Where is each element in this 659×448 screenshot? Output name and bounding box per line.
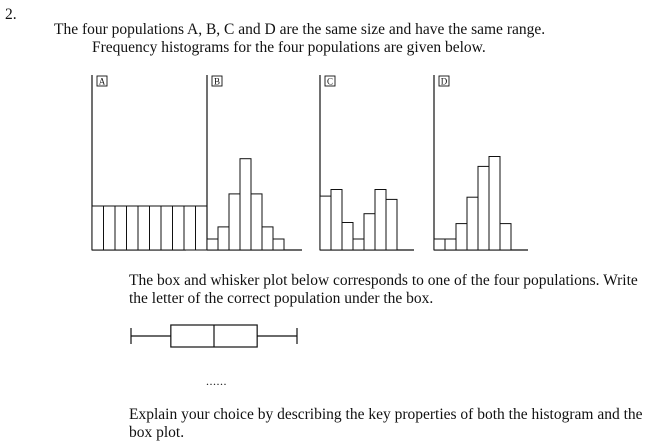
histogram-c-bar-4 (353, 239, 364, 250)
histogram-a-bar-2 (104, 206, 116, 250)
boxplot-instruction-line-2: the letter of the correct population under the box. (129, 290, 434, 307)
explain-line-2: box plot. (129, 424, 185, 441)
histogram-d-bar-7 (500, 224, 511, 250)
histogram-b-bar-2 (218, 227, 229, 250)
histogram-d-bar-6 (489, 157, 500, 251)
histogram-c-bar-7 (386, 199, 397, 250)
histogram-d-bar-2 (445, 239, 456, 250)
boxplot-instruction-line-1: The box and whisker plot below corresponds to one of the four populations. Write (129, 272, 638, 289)
histogram-b-bar-7 (273, 239, 284, 250)
histogram-d-bar-5 (478, 166, 489, 250)
histogram-a-bar-4 (127, 206, 139, 250)
answer-blank[interactable]: ...... (206, 374, 227, 388)
explain-line-1: Explain your choice by describing the key properties of both the histogram and the (129, 406, 643, 423)
histogram-d-bar-3 (456, 224, 467, 250)
histogram-a-bar-7 (161, 206, 173, 250)
histogram-a-bar-5 (138, 206, 150, 250)
histogram-a-bar-9 (184, 206, 196, 250)
question-number: 2. (5, 6, 17, 23)
histogram-a-bar-10 (196, 206, 208, 250)
histogram-a-bar-8 (173, 206, 185, 250)
histogram-b-label: B (213, 76, 221, 87)
histogram-a-label: A (98, 76, 106, 87)
histogram-c-bar-6 (375, 190, 386, 251)
histogram-c-bar-1 (320, 196, 331, 250)
intro-line-2: Frequency histograms for the four populations are given below. (92, 39, 486, 56)
histogram-b-bar-6 (262, 227, 273, 250)
histogram-b-bar-1 (207, 239, 218, 250)
histogram-b-bar-3 (229, 194, 240, 250)
histogram-a-bar-6 (150, 206, 162, 250)
histogram-a-bar-3 (115, 206, 127, 250)
histogram-b-bar-4 (240, 159, 251, 250)
histogram-c-bar-5 (364, 214, 375, 250)
histogram-c-bar-3 (342, 223, 353, 251)
intro-line-1: The four populations A, B, C and D are the same size and have the same range. (54, 21, 546, 38)
histogram-c-label: C (326, 76, 334, 87)
histogram-d-bar-1 (434, 239, 445, 250)
histogram-b-bar-5 (251, 194, 262, 250)
histogram-c-bar-2 (331, 190, 342, 251)
histogram-d-bar-4 (467, 197, 478, 250)
histogram-d-label: D (440, 76, 448, 87)
histogram-a-bar-1 (92, 206, 104, 250)
